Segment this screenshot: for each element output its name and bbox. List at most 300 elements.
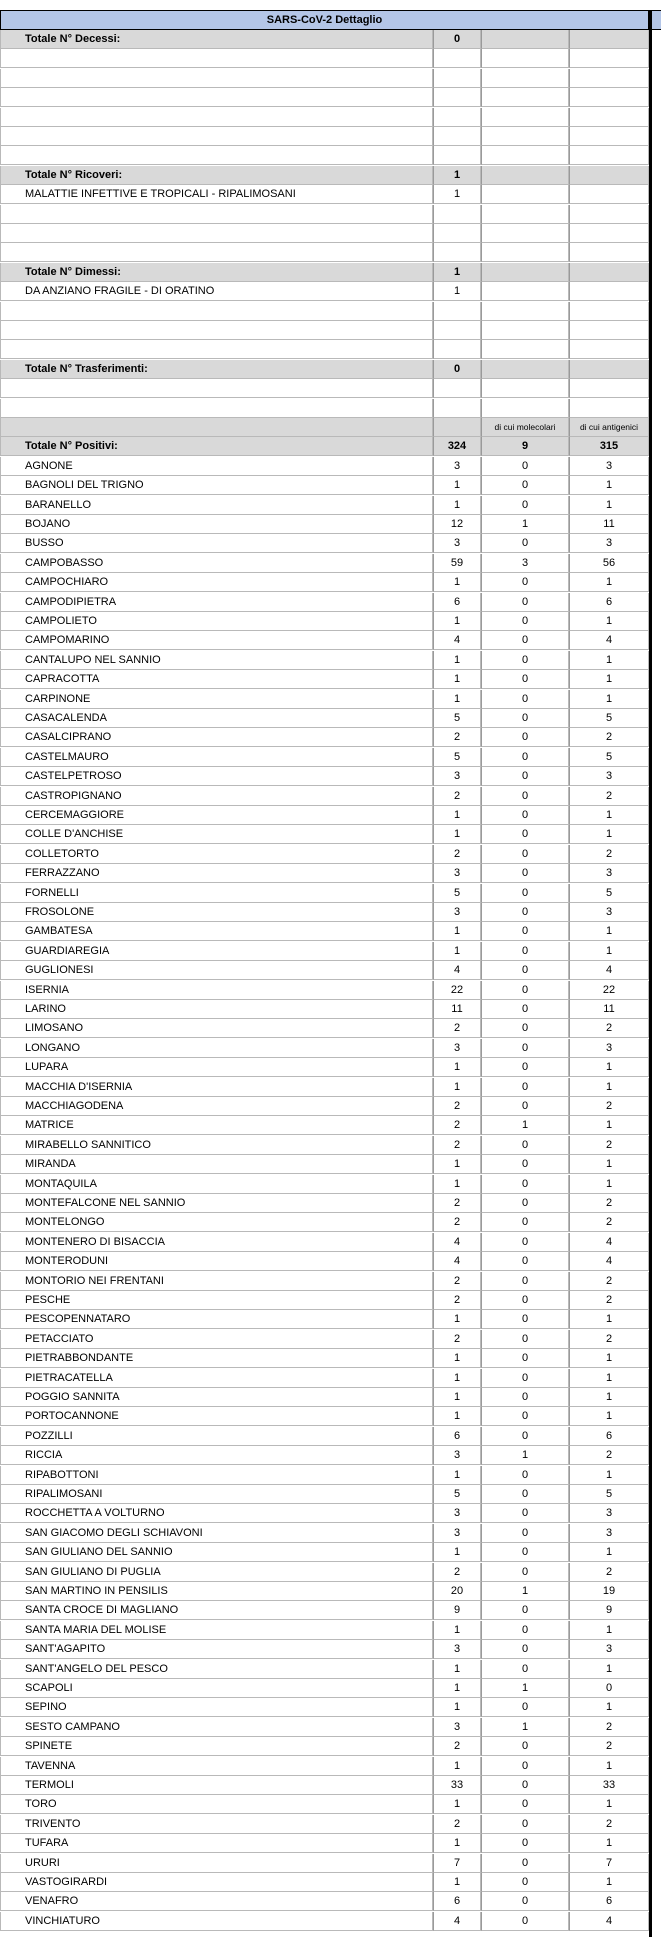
table-row xyxy=(0,1058,649,1077)
table-row xyxy=(0,1892,649,1911)
table-row xyxy=(0,321,649,340)
row-molecular: 0 xyxy=(481,1485,569,1504)
row-antigenic xyxy=(569,360,649,379)
row-antigenic: di cui antigenici xyxy=(569,418,649,437)
row-total: 5 xyxy=(433,884,481,903)
row-label: TORO xyxy=(0,1795,433,1814)
table-row xyxy=(0,146,649,165)
table-row xyxy=(0,185,649,204)
row-total: 1 xyxy=(433,612,481,631)
row-label: CAMPOBASSO xyxy=(0,554,433,573)
table-row xyxy=(0,418,649,437)
row-antigenic: 2 xyxy=(569,1718,649,1737)
row-molecular: 1 xyxy=(481,1679,569,1698)
row-molecular: 0 xyxy=(481,1873,569,1892)
table-row xyxy=(0,205,649,224)
table-row xyxy=(0,1330,649,1349)
sheet-title-row xyxy=(0,10,649,30)
table-row xyxy=(0,767,649,786)
row-molecular: 0 xyxy=(481,1660,569,1679)
row-molecular: 0 xyxy=(481,884,569,903)
row-molecular xyxy=(481,69,569,88)
row-molecular: 0 xyxy=(481,670,569,689)
table-row xyxy=(0,1776,649,1795)
row-label xyxy=(0,146,433,165)
row-total: 2 xyxy=(433,845,481,864)
table-row xyxy=(0,1524,649,1543)
row-molecular: 0 xyxy=(481,1640,569,1659)
sheet-title: SARS-CoV-2 Dettaglio xyxy=(0,10,649,30)
row-label xyxy=(0,69,433,88)
right-border xyxy=(649,10,652,1937)
row-total: 20 xyxy=(433,1582,481,1601)
row-label: SANT'AGAPITO xyxy=(0,1640,433,1659)
row-label: MIRABELLO SANNITICO xyxy=(0,1136,433,1155)
row-antigenic xyxy=(569,146,649,165)
row-label: BOJANO xyxy=(0,515,433,534)
row-molecular: 0 xyxy=(481,922,569,941)
row-label: VASTOGIRARDI xyxy=(0,1873,433,1892)
row-total: 2 xyxy=(433,1194,481,1213)
table-row xyxy=(0,340,649,359)
row-label: LARINO xyxy=(0,1000,433,1019)
row-label: CASACALENDA xyxy=(0,709,433,728)
row-antigenic xyxy=(569,49,649,68)
table-row xyxy=(0,1427,649,1446)
row-antigenic: 1 xyxy=(569,1310,649,1329)
row-antigenic: 1 xyxy=(569,1621,649,1640)
row-antigenic: 2 xyxy=(569,1291,649,1310)
table-row xyxy=(0,69,649,88)
row-total: 6 xyxy=(433,593,481,612)
row-molecular: 0 xyxy=(481,1466,569,1485)
row-molecular: 0 xyxy=(481,496,569,515)
row-total xyxy=(433,88,481,107)
row-label: MALATTIE INFETTIVE E TROPICALI - RIPALIMOSANI xyxy=(0,185,433,204)
row-molecular: 0 xyxy=(481,1621,569,1640)
table-row xyxy=(0,496,649,515)
row-antigenic: 1 xyxy=(569,1369,649,1388)
row-total: 3 xyxy=(433,1039,481,1058)
row-molecular: 0 xyxy=(481,1795,569,1814)
row-total: 3 xyxy=(433,767,481,786)
row-label: VINCHIATURO xyxy=(0,1912,433,1931)
row-total: 3 xyxy=(433,534,481,553)
row-label: DA ANZIANO FRAGILE - DI ORATINO xyxy=(0,282,433,301)
row-total: 6 xyxy=(433,1892,481,1911)
row-molecular: 0 xyxy=(481,1854,569,1873)
table-row xyxy=(0,1116,649,1135)
table-row xyxy=(0,1097,649,1116)
row-label: POGGIO SANNITA xyxy=(0,1388,433,1407)
row-total: 1 xyxy=(433,1175,481,1194)
row-molecular: 0 xyxy=(481,1330,569,1349)
table-row xyxy=(0,1854,649,1873)
total-row xyxy=(0,437,649,456)
row-total: 4 xyxy=(433,631,481,650)
row-total: 1 xyxy=(433,1310,481,1329)
row-total: 1 xyxy=(433,282,481,301)
row-total: 324 xyxy=(433,437,481,456)
row-molecular: 0 xyxy=(481,1737,569,1756)
row-total: 5 xyxy=(433,709,481,728)
table-row xyxy=(0,1543,649,1562)
row-total xyxy=(433,146,481,165)
row-total: 1 xyxy=(433,1349,481,1368)
row-total: 3 xyxy=(433,864,481,883)
row-antigenic: 1 xyxy=(569,1834,649,1853)
row-antigenic: 11 xyxy=(569,1000,649,1019)
table-row xyxy=(0,1407,649,1426)
table-row xyxy=(0,127,649,146)
row-total: 1 xyxy=(433,496,481,515)
row-molecular xyxy=(481,263,569,282)
row-total xyxy=(433,243,481,262)
table-row xyxy=(0,1019,649,1038)
row-total: 1 xyxy=(433,1834,481,1853)
row-antigenic xyxy=(569,205,649,224)
row-total: 1 xyxy=(433,166,481,185)
table-row xyxy=(0,1737,649,1756)
row-label: PORTOCANNONE xyxy=(0,1407,433,1426)
row-antigenic: 4 xyxy=(569,1912,649,1931)
row-label xyxy=(0,321,433,340)
total-row xyxy=(0,166,649,185)
row-label: MONTENERO DI BISACCIA xyxy=(0,1233,433,1252)
table-row xyxy=(0,1466,649,1485)
row-label: COLLE D'ANCHISE xyxy=(0,825,433,844)
row-antigenic: 2 xyxy=(569,845,649,864)
row-label xyxy=(0,88,433,107)
row-total xyxy=(433,340,481,359)
row-label: SANTA CROCE DI MAGLIANO xyxy=(0,1601,433,1620)
total-row xyxy=(0,263,649,282)
row-label: CAMPOMARINO xyxy=(0,631,433,650)
row-antigenic: 4 xyxy=(569,1252,649,1271)
row-antigenic: 2 xyxy=(569,1330,649,1349)
row-total: 1 xyxy=(433,1388,481,1407)
row-antigenic: 6 xyxy=(569,1892,649,1911)
table-row xyxy=(0,1155,649,1174)
table-row xyxy=(0,1136,649,1155)
table-row xyxy=(0,612,649,631)
table-row xyxy=(0,631,649,650)
row-total: 1 xyxy=(433,1078,481,1097)
row-antigenic: 1 xyxy=(569,476,649,495)
row-total: 2 xyxy=(433,1116,481,1135)
row-label xyxy=(0,243,433,262)
row-antigenic: 1 xyxy=(569,1543,649,1562)
table-row xyxy=(0,1698,649,1717)
row-antigenic: 1 xyxy=(569,1660,649,1679)
row-antigenic: 3 xyxy=(569,457,649,476)
table-row xyxy=(0,651,649,670)
row-label xyxy=(0,340,433,359)
row-antigenic xyxy=(569,321,649,340)
row-antigenic: 4 xyxy=(569,1233,649,1252)
row-total: 2 xyxy=(433,1213,481,1232)
table-row xyxy=(0,1582,649,1601)
row-total: 2 xyxy=(433,1019,481,1038)
row-total: 2 xyxy=(433,1330,481,1349)
row-total xyxy=(433,108,481,127)
row-total: 22 xyxy=(433,981,481,1000)
row-antigenic xyxy=(569,127,649,146)
row-antigenic: 1 xyxy=(569,496,649,515)
row-label: AGNONE xyxy=(0,457,433,476)
row-antigenic xyxy=(569,340,649,359)
row-antigenic xyxy=(569,224,649,243)
total-row xyxy=(0,360,649,379)
row-label: BUSSO xyxy=(0,534,433,553)
row-label: SAN MARTINO IN PENSILIS xyxy=(0,1582,433,1601)
row-total: 1 xyxy=(433,1660,481,1679)
row-molecular: 0 xyxy=(481,1815,569,1834)
row-label: SANTA MARIA DEL MOLISE xyxy=(0,1621,433,1640)
row-total: 3 xyxy=(433,1504,481,1523)
total-row xyxy=(0,30,649,49)
row-total: 12 xyxy=(433,515,481,534)
table-row xyxy=(0,1349,649,1368)
row-molecular xyxy=(481,146,569,165)
row-molecular: 0 xyxy=(481,1058,569,1077)
row-antigenic: 1 xyxy=(569,1116,649,1135)
table-row xyxy=(0,1272,649,1291)
row-antigenic: 9 xyxy=(569,1601,649,1620)
row-molecular: 0 xyxy=(481,573,569,592)
row-label: TUFARA xyxy=(0,1834,433,1853)
row-molecular: di cui molecolari xyxy=(481,418,569,437)
row-label: FERRAZZANO xyxy=(0,864,433,883)
row-label: TERMOLI xyxy=(0,1776,433,1795)
table-row xyxy=(0,534,649,553)
row-antigenic: 7 xyxy=(569,1854,649,1873)
table-row xyxy=(0,1213,649,1232)
row-total: 3 xyxy=(433,1524,481,1543)
row-total: 1 xyxy=(433,1621,481,1640)
row-molecular: 0 xyxy=(481,1776,569,1795)
table-row xyxy=(0,981,649,1000)
row-molecular: 0 xyxy=(481,1349,569,1368)
row-total: 1 xyxy=(433,1873,481,1892)
row-antigenic: 56 xyxy=(569,554,649,573)
table-row xyxy=(0,690,649,709)
row-molecular: 0 xyxy=(481,1155,569,1174)
table-row xyxy=(0,88,649,107)
row-total: 2 xyxy=(433,1291,481,1310)
table-row xyxy=(0,593,649,612)
row-label: Totale N° Decessi: xyxy=(0,30,433,49)
table-row xyxy=(0,709,649,728)
row-total: 33 xyxy=(433,1776,481,1795)
row-molecular xyxy=(481,379,569,398)
row-molecular xyxy=(481,224,569,243)
row-antigenic xyxy=(569,166,649,185)
row-antigenic: 3 xyxy=(569,1524,649,1543)
row-label: MONTERODUNI xyxy=(0,1252,433,1271)
table-row xyxy=(0,903,649,922)
row-molecular: 0 xyxy=(481,806,569,825)
row-total: 0 xyxy=(433,360,481,379)
row-antigenic: 5 xyxy=(569,709,649,728)
row-molecular: 0 xyxy=(481,728,569,747)
row-antigenic: 2 xyxy=(569,1815,649,1834)
row-label: CASTELMAURO xyxy=(0,748,433,767)
row-label: TAVENNA xyxy=(0,1757,433,1776)
table-row xyxy=(0,1194,649,1213)
row-label: TRIVENTO xyxy=(0,1815,433,1834)
row-label: CAMPOLIETO xyxy=(0,612,433,631)
row-label xyxy=(0,49,433,68)
table-row xyxy=(0,1291,649,1310)
row-total: 3 xyxy=(433,457,481,476)
row-antigenic: 3 xyxy=(569,1504,649,1523)
row-total: 2 xyxy=(433,1136,481,1155)
row-antigenic xyxy=(569,88,649,107)
row-antigenic: 3 xyxy=(569,864,649,883)
table-row xyxy=(0,884,649,903)
table-row xyxy=(0,49,649,68)
row-molecular: 0 xyxy=(481,1563,569,1582)
row-antigenic: 5 xyxy=(569,1485,649,1504)
row-total: 1 xyxy=(433,1369,481,1388)
table-row xyxy=(0,1446,649,1465)
row-label xyxy=(0,379,433,398)
row-label: CAMPODIPIETRA xyxy=(0,593,433,612)
row-label: SPINETE xyxy=(0,1737,433,1756)
row-total: 2 xyxy=(433,1097,481,1116)
row-label: MONTORIO NEI FRENTANI xyxy=(0,1272,433,1291)
row-label xyxy=(0,205,433,224)
row-molecular: 0 xyxy=(481,1427,569,1446)
row-total: 0 xyxy=(433,30,481,49)
row-molecular: 1 xyxy=(481,1116,569,1135)
row-label: MIRANDA xyxy=(0,1155,433,1174)
row-total: 4 xyxy=(433,961,481,980)
row-molecular xyxy=(481,282,569,301)
table-row xyxy=(0,728,649,747)
row-label: Totale N° Ricoveri: xyxy=(0,166,433,185)
table-row xyxy=(0,1563,649,1582)
row-antigenic: 315 xyxy=(569,437,649,456)
row-label: SAN GIACOMO DEGLI SCHIAVONI xyxy=(0,1524,433,1543)
row-molecular xyxy=(481,166,569,185)
row-total: 3 xyxy=(433,903,481,922)
row-molecular: 0 xyxy=(481,767,569,786)
table-row xyxy=(0,1388,649,1407)
row-molecular xyxy=(481,340,569,359)
table-row xyxy=(0,1252,649,1271)
row-molecular: 0 xyxy=(481,1757,569,1776)
row-label: PESCHE xyxy=(0,1291,433,1310)
row-total: 59 xyxy=(433,554,481,573)
row-total: 1 xyxy=(433,1543,481,1562)
table-row xyxy=(0,573,649,592)
row-molecular: 0 xyxy=(481,476,569,495)
row-antigenic: 33 xyxy=(569,1776,649,1795)
row-label: MATRICE xyxy=(0,1116,433,1135)
row-antigenic: 2 xyxy=(569,728,649,747)
row-molecular: 0 xyxy=(481,748,569,767)
row-label: GUGLIONESI xyxy=(0,961,433,980)
row-molecular: 0 xyxy=(481,593,569,612)
row-antigenic: 6 xyxy=(569,593,649,612)
table-row xyxy=(0,1912,649,1931)
row-antigenic: 19 xyxy=(569,1582,649,1601)
row-label: RIPABOTTONI xyxy=(0,1466,433,1485)
table-row xyxy=(0,108,649,127)
row-antigenic: 4 xyxy=(569,961,649,980)
table-row xyxy=(0,845,649,864)
row-antigenic: 1 xyxy=(569,922,649,941)
row-molecular xyxy=(481,302,569,321)
row-antigenic: 2 xyxy=(569,1136,649,1155)
row-antigenic xyxy=(569,302,649,321)
row-antigenic xyxy=(569,243,649,262)
table-row xyxy=(0,302,649,321)
table-row xyxy=(0,1000,649,1019)
row-label: SESTO CAMPANO xyxy=(0,1718,433,1737)
row-label: CASTROPIGNANO xyxy=(0,787,433,806)
table-row xyxy=(0,1795,649,1814)
row-antigenic: 5 xyxy=(569,748,649,767)
row-molecular: 0 xyxy=(481,1039,569,1058)
row-total: 7 xyxy=(433,1854,481,1873)
row-total: 2 xyxy=(433,1272,481,1291)
row-label: CERCEMAGGIORE xyxy=(0,806,433,825)
row-molecular xyxy=(481,243,569,262)
row-total: 1 xyxy=(433,263,481,282)
row-molecular: 0 xyxy=(481,1601,569,1620)
row-molecular: 1 xyxy=(481,1582,569,1601)
row-molecular xyxy=(481,30,569,49)
row-total: 1 xyxy=(433,922,481,941)
row-total xyxy=(433,69,481,88)
row-label: MACCHIA D'ISERNIA xyxy=(0,1078,433,1097)
table-row xyxy=(0,864,649,883)
table-row xyxy=(0,1660,649,1679)
row-antigenic: 1 xyxy=(569,942,649,961)
row-total: 2 xyxy=(433,1563,481,1582)
row-total xyxy=(433,224,481,243)
row-molecular: 9 xyxy=(481,437,569,456)
table-row xyxy=(0,1873,649,1892)
row-molecular: 0 xyxy=(481,1097,569,1116)
row-label: CARPINONE xyxy=(0,690,433,709)
row-antigenic: 1 xyxy=(569,690,649,709)
row-label: ROCCHETTA A VOLTURNO xyxy=(0,1504,433,1523)
row-molecular xyxy=(481,399,569,418)
row-label: MACCHIAGODENA xyxy=(0,1097,433,1116)
table-row xyxy=(0,457,649,476)
row-total: 3 xyxy=(433,1718,481,1737)
row-antigenic xyxy=(569,108,649,127)
table-row xyxy=(0,1233,649,1252)
row-label: CANTALUPO NEL SANNIO xyxy=(0,651,433,670)
row-antigenic: 1 xyxy=(569,1466,649,1485)
row-molecular xyxy=(481,49,569,68)
row-antigenic: 1 xyxy=(569,806,649,825)
row-label xyxy=(0,108,433,127)
row-total: 4 xyxy=(433,1912,481,1931)
row-antigenic: 3 xyxy=(569,903,649,922)
row-label: GAMBATESA xyxy=(0,922,433,941)
row-label: FORNELLI xyxy=(0,884,433,903)
table-row xyxy=(0,476,649,495)
row-total xyxy=(433,321,481,340)
row-antigenic: 0 xyxy=(569,1679,649,1698)
row-antigenic: 4 xyxy=(569,631,649,650)
